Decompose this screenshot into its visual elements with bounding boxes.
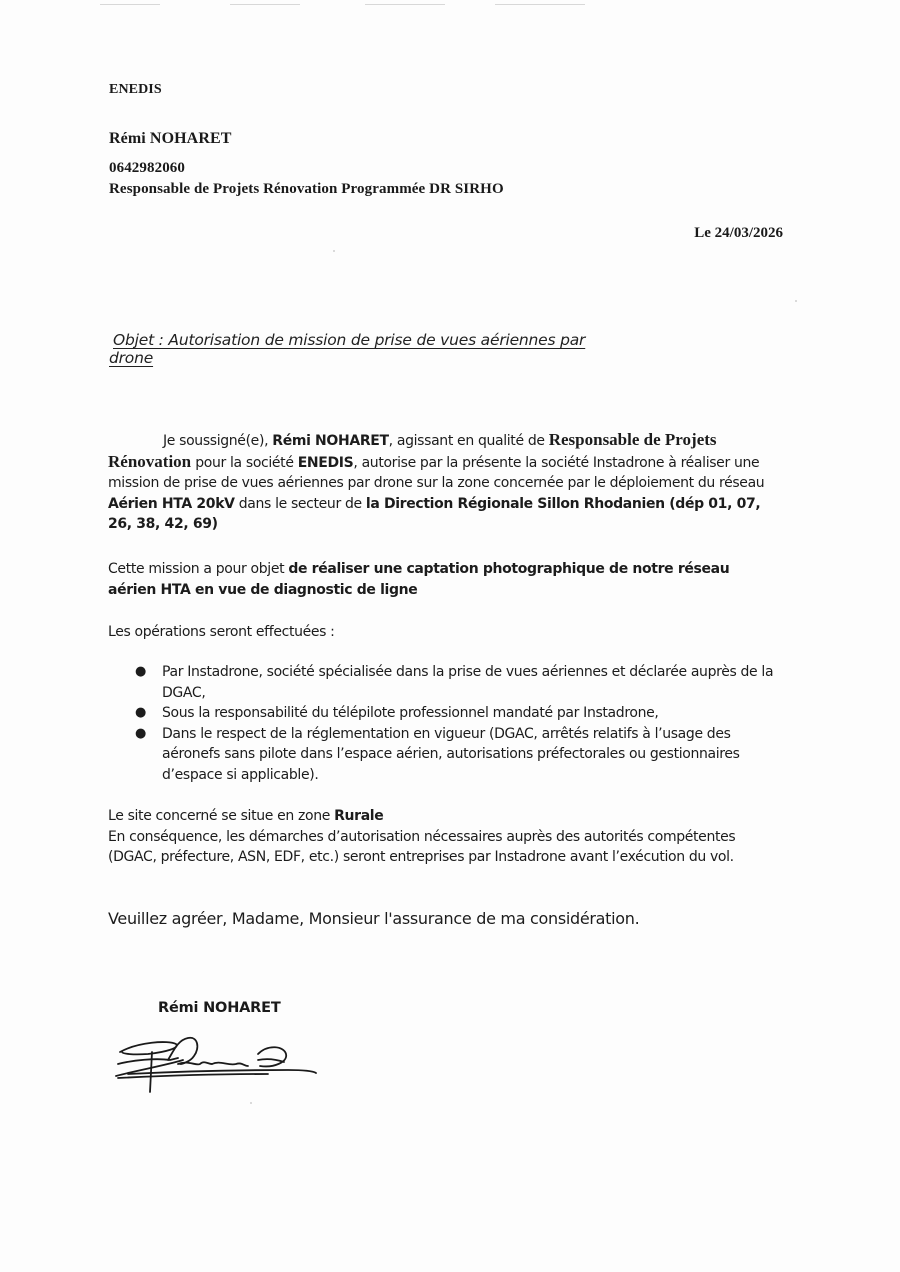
signatory-name: Rémi NOHARET [272,433,389,449]
list-item [108,724,778,786]
handwritten-signature-icon [108,1030,323,1100]
closing-formula: Veuillez agréer, Madame, Monsieur l'assurance de ma considération. [108,909,640,928]
text-run: En conséquence, les démarches d’autorisation nécessaires auprès des autorités compétentes (DGAC, préfecture, ASN, EDF, etc.) seront entreprises par Instadrone avant l’exécution du vol. [108,828,736,865]
company-ref: ENEDIS [297,454,354,471]
text-run: , autorise par la présente la société Instadrone à réaliser une mission de prise de vues aériennes par drone sur la zone concernée par le déploiement du réseau [108,454,765,491]
list-item-text: Sous la responsabilité du télépilote professionnel mandaté par Instadrone, [162,705,659,721]
bullet-icon: ● [135,725,146,741]
zone-type: Rurale [334,808,384,824]
operations-intro: Les opérations seront effectuées : [108,624,335,640]
scan-speck [333,250,335,252]
purpose-paragraph [108,559,778,600]
list-item [108,703,778,724]
letter-date: Le 24/03/2026 [694,225,783,241]
letter-subject [109,331,608,367]
bullet-icon: ● [135,705,146,720]
network-ref: Aérien HTA 20kV [108,495,235,512]
list-item [108,662,778,703]
scan-artifact [365,4,445,5]
signature-name: Rémi NOHARET [158,1000,281,1016]
sector-ref: la Direction Régionale Sillon Rhodanien (dép 01, 07, 26, 38, 42, 69) [108,495,761,532]
text-run: Le site concerné se situe en zone [108,808,335,824]
text-run: , agissant en qualité de [388,433,549,449]
operations-list [108,662,778,785]
text-run: Cette mission a pour objet [108,561,289,577]
scan-artifact [230,4,300,5]
scan-speck [795,300,797,302]
list-item-text: Par Instadrone, société spécialisée dans la prise de vues aériennes et déclarée auprès de la DGAC, [162,664,774,701]
text-run: Je soussigné(e), [163,433,273,449]
signatory-role-cont: Rénovation [108,451,192,471]
text-run: dans le secteur de [234,495,366,512]
scan-artifact [100,4,160,5]
sender-role: Responsable de Projets Rénovation Programmée DR SIRHO [109,181,504,197]
sender-name: Rémi NOHARET [109,130,232,147]
scan-artifact [495,4,585,5]
signatory-role: Responsable de Projets [548,430,717,449]
text-run: pour la société [191,454,298,471]
list-item-text: Dans le respect de la réglementation en vigueur (DGAC, arrêtés relatifs à l’usage des aéronefs sans pilote dans l’espace aérien, autorisations préfectorales ou gestionnaires d’espace si applicable). [162,725,740,783]
company-name: ENEDIS [109,82,162,97]
site-paragraph [108,806,778,868]
intro-paragraph [108,430,778,535]
scan-speck [250,1102,252,1104]
mission-purpose: de réaliser une captation photographique de notre réseau aérien HTA en vue de diagnostic de ligne [108,561,730,598]
bullet-icon: ● [135,664,146,679]
subject-text: Objet : Autorisation de mission de prise de vues aériennes par drone [109,331,586,367]
sender-phone: 0642982060 [109,160,185,176]
